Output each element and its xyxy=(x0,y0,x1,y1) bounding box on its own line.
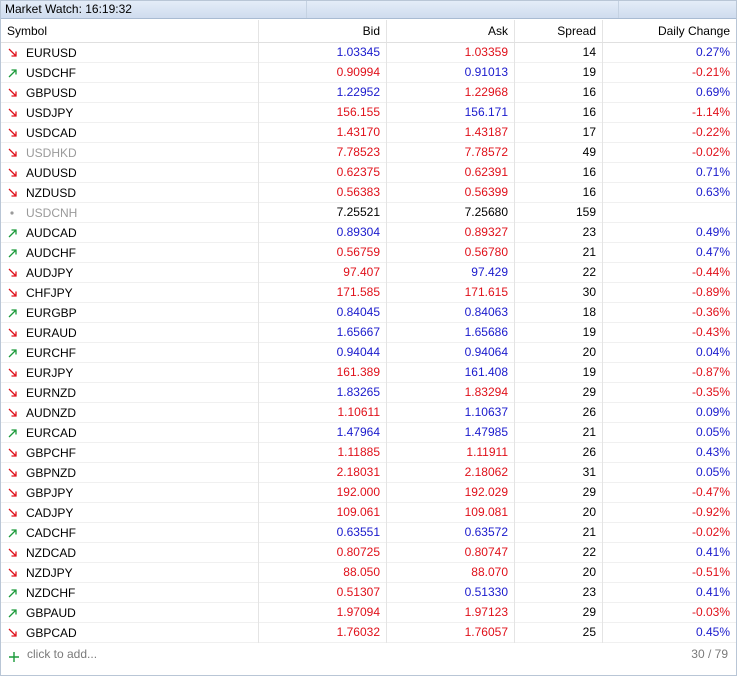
ask-cell: 1.03359 xyxy=(387,43,515,63)
symbol-name: EURAUD xyxy=(26,325,77,340)
arrow-down-right-icon xyxy=(7,447,19,459)
table-footer xyxy=(1,643,736,665)
daily-change-cell: -0.02% xyxy=(691,525,730,539)
column-header-spread[interactable]: Spread xyxy=(515,20,603,42)
table-row[interactable] xyxy=(1,283,736,303)
daily-change-cell: 0.69% xyxy=(695,85,730,99)
symbol-name: NZDJPY xyxy=(26,565,73,580)
ask-cell: 0.89327 xyxy=(387,223,515,243)
symbol-cell xyxy=(1,583,259,603)
arrow-down-right-icon xyxy=(7,87,19,99)
bid-cell: 161.389 xyxy=(259,363,387,383)
symbol-cell xyxy=(1,363,259,383)
ask-cell: 1.97123 xyxy=(387,603,515,623)
spread-cell: 26 xyxy=(515,403,603,423)
table-row[interactable] xyxy=(1,563,736,583)
spread-cell: 20 xyxy=(515,503,603,523)
bid-cell: 2.18031 xyxy=(259,463,387,483)
symbol-cell xyxy=(1,203,259,223)
spread-cell: 14 xyxy=(515,43,603,63)
ask-cell: 0.56780 xyxy=(387,243,515,263)
arrow-down-right-icon xyxy=(7,507,19,519)
spread-cell: 19 xyxy=(515,63,603,83)
daily-change-cell: 0.05% xyxy=(695,425,730,439)
daily-change-cell: 0.05% xyxy=(695,465,730,479)
symbol-name: GBPCAD xyxy=(26,625,77,640)
table-row[interactable] xyxy=(1,263,736,283)
arrow-up-right-icon xyxy=(7,607,19,619)
table-row[interactable] xyxy=(1,503,736,523)
ask-cell: 1.43187 xyxy=(387,123,515,143)
bid-cell: 1.43170 xyxy=(259,123,387,143)
spread-cell: 20 xyxy=(515,563,603,583)
spread-cell: 49 xyxy=(515,143,603,163)
table-row[interactable] xyxy=(1,403,736,423)
bid-cell: 1.03345 xyxy=(259,43,387,63)
symbol-table xyxy=(1,43,736,643)
symbol-cell xyxy=(1,463,259,483)
bid-cell: 1.10611 xyxy=(259,403,387,423)
ask-cell: 0.63572 xyxy=(387,523,515,543)
spread-cell: 23 xyxy=(515,223,603,243)
bid-cell: 109.061 xyxy=(259,503,387,523)
table-row[interactable] xyxy=(1,103,736,123)
symbol-cell xyxy=(1,283,259,303)
spread-cell: 16 xyxy=(515,103,603,123)
symbol-cell xyxy=(1,543,259,563)
ask-cell: 1.83294 xyxy=(387,383,515,403)
spread-cell: 22 xyxy=(515,543,603,563)
ask-cell: 0.91013 xyxy=(387,63,515,83)
table-row[interactable] xyxy=(1,243,736,263)
symbol-name: AUDJPY xyxy=(26,265,74,280)
arrow-down-right-icon xyxy=(7,187,19,199)
symbol-cell xyxy=(1,183,259,203)
bid-cell: 7.78523 xyxy=(259,143,387,163)
symbol-name: GBPAUD xyxy=(26,605,76,620)
table-row[interactable] xyxy=(1,43,736,63)
arrow-down-right-icon xyxy=(7,547,19,559)
bid-cell: 0.56383 xyxy=(259,183,387,203)
bid-cell: 88.050 xyxy=(259,563,387,583)
spread-cell: 19 xyxy=(515,363,603,383)
spread-cell: 17 xyxy=(515,123,603,143)
bid-cell: 1.11885 xyxy=(259,443,387,463)
symbol-cell xyxy=(1,263,259,283)
ask-cell: 0.80747 xyxy=(387,543,515,563)
bid-cell: 1.47964 xyxy=(259,423,387,443)
ask-cell: 156.171 xyxy=(387,103,515,123)
spread-cell: 20 xyxy=(515,343,603,363)
bid-cell: 0.90994 xyxy=(259,63,387,83)
ask-cell: 109.081 xyxy=(387,503,515,523)
title-divider xyxy=(618,1,619,18)
arrow-up-right-icon xyxy=(7,227,19,239)
table-row[interactable] xyxy=(1,523,736,543)
bid-cell: 171.585 xyxy=(259,283,387,303)
table-row[interactable] xyxy=(1,63,736,83)
daily-change-cell: 0.43% xyxy=(695,445,730,459)
arrow-down-right-icon xyxy=(7,627,19,639)
symbol-name: EURCAD xyxy=(26,425,77,440)
daily-change-cell: 0.45% xyxy=(695,625,730,639)
bid-cell: 0.94044 xyxy=(259,343,387,363)
spread-cell: 25 xyxy=(515,623,603,643)
table-row[interactable] xyxy=(1,423,736,443)
daily-change-cell: 0.04% xyxy=(695,345,730,359)
symbol-name: EURJPY xyxy=(26,365,74,380)
daily-change-cell: -1.14% xyxy=(691,105,730,119)
symbol-cell xyxy=(1,323,259,343)
table-row[interactable] xyxy=(1,223,736,243)
symbol-name: EURCHF xyxy=(26,345,76,360)
spread-cell: 16 xyxy=(515,183,603,203)
window-time: 16:19:32 xyxy=(85,2,132,16)
table-row[interactable] xyxy=(1,543,736,563)
table-row[interactable] xyxy=(1,123,736,143)
symbol-name: AUDNZD xyxy=(26,405,76,420)
spread-cell: 22 xyxy=(515,263,603,283)
daily-change-cell: 0.71% xyxy=(695,165,730,179)
bid-cell: 1.22952 xyxy=(259,83,387,103)
arrow-down-right-icon xyxy=(7,167,19,179)
symbol-name: EURGBP xyxy=(26,305,77,320)
arrow-down-right-icon xyxy=(7,287,19,299)
symbol-name: CADJPY xyxy=(26,505,74,520)
spread-cell: 31 xyxy=(515,463,603,483)
spread-cell: 29 xyxy=(515,603,603,623)
ask-cell: 1.47985 xyxy=(387,423,515,443)
daily-change-cell: -0.87% xyxy=(691,365,730,379)
bid-cell: 0.63551 xyxy=(259,523,387,543)
daily-change-cell: -0.36% xyxy=(691,305,730,319)
add-symbol-input[interactable]: click to add... xyxy=(27,647,98,661)
table-row[interactable] xyxy=(1,303,736,323)
symbol-name: AUDCHF xyxy=(26,245,76,260)
daily-change-cell: 0.63% xyxy=(695,185,730,199)
symbol-cell xyxy=(1,43,259,63)
ask-cell: 0.94064 xyxy=(387,343,515,363)
title-divider xyxy=(306,1,307,18)
bid-cell: 0.62375 xyxy=(259,163,387,183)
arrow-down-right-icon xyxy=(7,107,19,119)
ask-cell: 171.615 xyxy=(387,283,515,303)
spread-cell: 21 xyxy=(515,423,603,443)
column-header xyxy=(1,20,736,43)
daily-change-cell: -0.02% xyxy=(691,145,730,159)
ask-cell: 0.51330 xyxy=(387,583,515,603)
bid-cell: 192.000 xyxy=(259,483,387,503)
bid-cell: 0.56759 xyxy=(259,243,387,263)
symbol-name: GBPNZD xyxy=(26,465,77,480)
symbol-cell xyxy=(1,623,259,643)
arrow-up-right-icon xyxy=(7,527,19,539)
daily-change-cell: 0.47% xyxy=(695,245,730,259)
daily-change-cell: 0.09% xyxy=(695,405,730,419)
spread-cell: 19 xyxy=(515,323,603,343)
arrow-down-right-icon xyxy=(7,327,19,339)
ask-cell: 7.78572 xyxy=(387,143,515,163)
bid-cell: 1.76032 xyxy=(259,623,387,643)
daily-change-cell: -0.89% xyxy=(691,285,730,299)
symbol-name: USDCAD xyxy=(26,125,77,140)
arrow-up-right-icon xyxy=(7,347,19,359)
arrow-down-right-icon xyxy=(7,467,19,479)
ask-cell: 1.65686 xyxy=(387,323,515,343)
bid-cell: 0.80725 xyxy=(259,543,387,563)
daily-change-cell: -0.03% xyxy=(691,605,730,619)
daily-change-cell: -0.21% xyxy=(691,65,730,79)
plus-icon[interactable] xyxy=(8,648,20,660)
ask-cell: 1.22968 xyxy=(387,83,515,103)
symbol-cell xyxy=(1,83,259,103)
table-row[interactable] xyxy=(1,483,736,503)
daily-change-cell: -0.22% xyxy=(691,125,730,139)
daily-change-cell xyxy=(603,203,736,223)
symbol-name: GBPCHF xyxy=(26,445,77,460)
bid-cell: 0.84045 xyxy=(259,303,387,323)
symbol-name: EURUSD xyxy=(26,45,77,60)
arrow-up-right-icon xyxy=(7,587,19,599)
spread-cell: 23 xyxy=(515,583,603,603)
symbol-cell xyxy=(1,303,259,323)
table-row[interactable] xyxy=(1,83,736,103)
bid-cell: 1.97094 xyxy=(259,603,387,623)
arrow-up-right-icon xyxy=(7,247,19,259)
arrow-down-right-icon xyxy=(7,387,19,399)
symbol-cell xyxy=(1,163,259,183)
symbol-cell xyxy=(1,523,259,543)
ask-cell: 161.408 xyxy=(387,363,515,383)
symbol-cell xyxy=(1,63,259,83)
symbol-cell xyxy=(1,243,259,263)
ask-cell: 1.11911 xyxy=(387,443,515,463)
arrow-down-right-icon xyxy=(7,267,19,279)
table-row[interactable] xyxy=(1,383,736,403)
arrow-down-right-icon xyxy=(7,567,19,579)
ask-cell: 1.10637 xyxy=(387,403,515,423)
bid-cell: 1.65667 xyxy=(259,323,387,343)
bid-cell: 7.25521 xyxy=(259,203,387,223)
symbol-name: AUDUSD xyxy=(26,165,77,180)
symbol-cell xyxy=(1,143,259,163)
symbol-cell xyxy=(1,443,259,463)
table-row[interactable] xyxy=(1,463,736,483)
spread-cell: 159 xyxy=(515,203,603,223)
arrow-up-right-icon xyxy=(7,67,19,79)
window-title: Market Watch: xyxy=(5,2,82,16)
column-header-ask[interactable]: Ask xyxy=(387,20,515,42)
spread-cell: 16 xyxy=(515,163,603,183)
symbol-cell xyxy=(1,403,259,423)
ask-cell: 0.56399 xyxy=(387,183,515,203)
symbol-name: USDHKD xyxy=(26,145,77,160)
dot-icon xyxy=(7,207,19,219)
bid-cell: 0.51307 xyxy=(259,583,387,603)
daily-change-cell: -0.44% xyxy=(691,265,730,279)
daily-change-cell: -0.92% xyxy=(691,505,730,519)
daily-change-cell: 0.49% xyxy=(695,225,730,239)
symbol-name: CADCHF xyxy=(26,525,76,540)
symbol-name: CHFJPY xyxy=(26,285,73,300)
arrow-down-right-icon xyxy=(7,47,19,59)
table-row[interactable] xyxy=(1,603,736,623)
daily-change-cell: 0.41% xyxy=(695,585,730,599)
spread-cell: 16 xyxy=(515,83,603,103)
ask-cell: 7.25680 xyxy=(387,203,515,223)
symbol-cell xyxy=(1,603,259,623)
spread-cell: 18 xyxy=(515,303,603,323)
spread-cell: 30 xyxy=(515,283,603,303)
symbol-name: AUDCAD xyxy=(26,225,77,240)
table-row[interactable] xyxy=(1,163,736,183)
table-row[interactable] xyxy=(1,183,736,203)
daily-change-cell: -0.47% xyxy=(691,485,730,499)
arrow-up-right-icon xyxy=(7,307,19,319)
symbol-cell xyxy=(1,223,259,243)
symbol-cell xyxy=(1,503,259,523)
symbol-cell xyxy=(1,483,259,503)
symbol-name: EURNZD xyxy=(26,385,76,400)
arrow-up-right-icon xyxy=(7,427,19,439)
spread-cell: 21 xyxy=(515,243,603,263)
spread-cell: 21 xyxy=(515,523,603,543)
symbol-cell xyxy=(1,423,259,443)
table-row[interactable] xyxy=(1,203,736,223)
daily-change-cell: -0.51% xyxy=(691,565,730,579)
arrow-down-right-icon xyxy=(7,147,19,159)
daily-change-cell: -0.43% xyxy=(691,325,730,339)
ask-cell: 192.029 xyxy=(387,483,515,503)
bid-cell: 97.407 xyxy=(259,263,387,283)
spread-cell: 29 xyxy=(515,383,603,403)
symbol-cell xyxy=(1,383,259,403)
ask-cell: 2.18062 xyxy=(387,463,515,483)
bid-cell: 0.89304 xyxy=(259,223,387,243)
symbol-cell xyxy=(1,123,259,143)
spread-cell: 29 xyxy=(515,483,603,503)
table-row[interactable] xyxy=(1,443,736,463)
table-row[interactable] xyxy=(1,143,736,163)
ask-cell: 0.84063 xyxy=(387,303,515,323)
symbol-cell xyxy=(1,563,259,583)
symbol-count: 30 / 79 xyxy=(691,647,728,661)
table-row[interactable] xyxy=(1,323,736,343)
daily-change-cell: 0.27% xyxy=(695,45,730,59)
symbol-name: USDCHF xyxy=(26,65,76,80)
ask-cell: 1.76057 xyxy=(387,623,515,643)
title-bar[interactable] xyxy=(1,1,736,19)
ask-cell: 97.429 xyxy=(387,263,515,283)
table-row[interactable] xyxy=(1,363,736,383)
ask-cell: 0.62391 xyxy=(387,163,515,183)
column-header-symbol[interactable]: Symbol xyxy=(1,20,259,42)
symbol-name: GBPUSD xyxy=(26,85,77,100)
spread-cell: 26 xyxy=(515,443,603,463)
bid-cell: 156.155 xyxy=(259,103,387,123)
table-row[interactable] xyxy=(1,343,736,363)
symbol-name: USDJPY xyxy=(26,105,74,120)
arrow-down-right-icon xyxy=(7,367,19,379)
symbol-cell xyxy=(1,103,259,123)
symbol-name: NZDCHF xyxy=(26,585,76,600)
daily-change-cell: -0.35% xyxy=(691,385,730,399)
table-row[interactable] xyxy=(1,623,736,643)
symbol-name: USDCNH xyxy=(26,205,78,220)
arrow-down-right-icon xyxy=(7,407,19,419)
arrow-down-right-icon xyxy=(7,487,19,499)
symbol-name: NZDCAD xyxy=(26,545,76,560)
column-header-bid[interactable]: Bid xyxy=(259,20,387,42)
symbol-cell xyxy=(1,343,259,363)
symbol-name: NZDUSD xyxy=(26,185,76,200)
arrow-down-right-icon xyxy=(7,127,19,139)
daily-change-cell: 0.41% xyxy=(695,545,730,559)
column-header-daily-change[interactable]: Daily Change xyxy=(657,24,730,38)
symbol-name: GBPJPY xyxy=(26,485,74,500)
bid-cell: 1.83265 xyxy=(259,383,387,403)
ask-cell: 88.070 xyxy=(387,563,515,583)
table-row[interactable] xyxy=(1,583,736,603)
